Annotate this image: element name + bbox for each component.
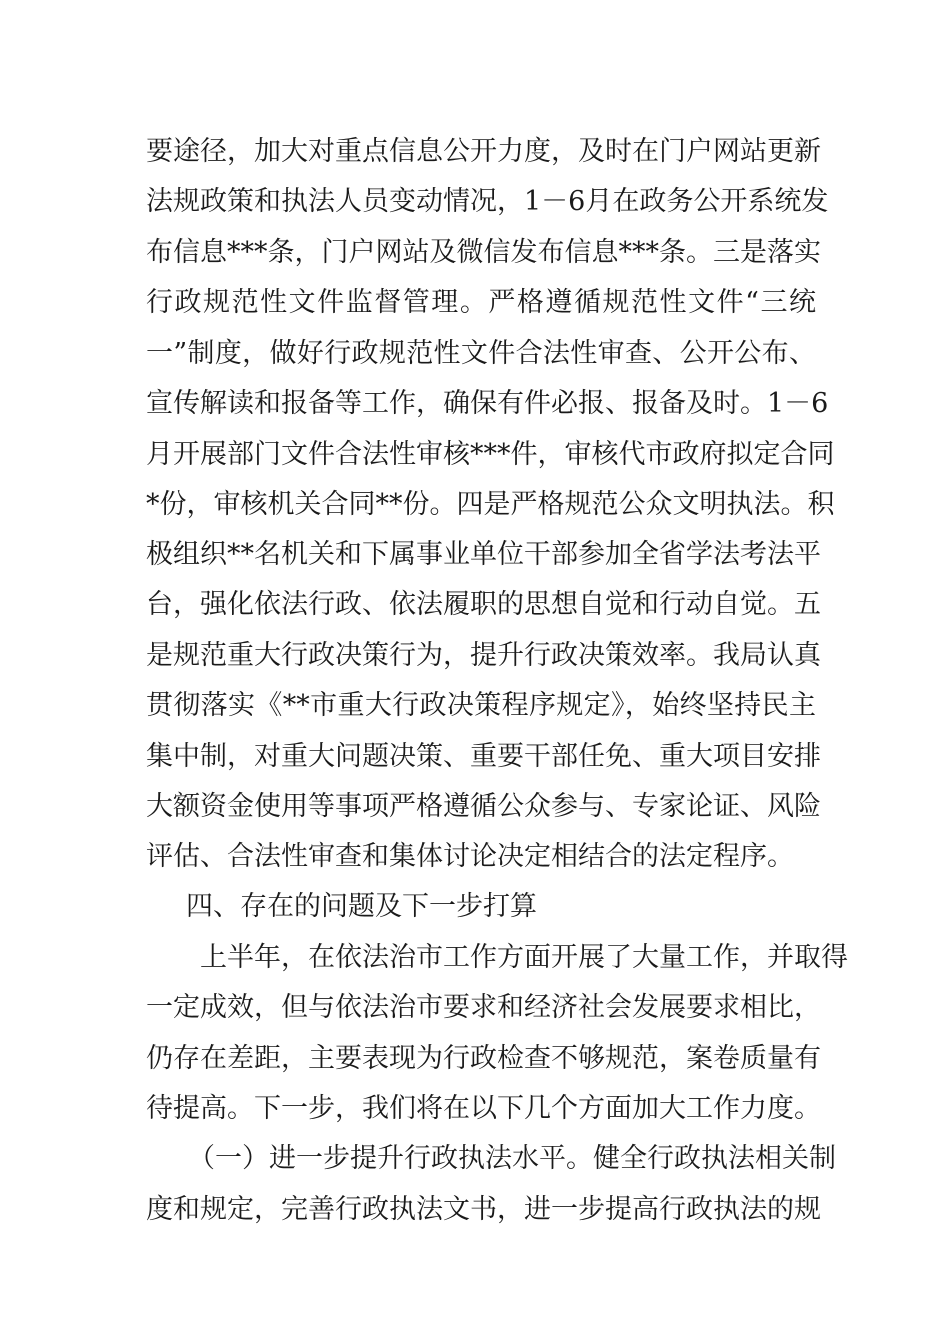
paragraph-line: 待提高。下一步，我们将在以下几个方面加大工作力度。	[146, 1093, 821, 1124]
paragraph-line: 宣传解读和报备等工作，确保有件必报、报备及时。1－6	[146, 388, 829, 419]
paragraph-line: 布信息***条，门户网站及微信发布信息***条。三是落实	[146, 237, 821, 268]
paragraph-line: 上半年，在依法治市工作方面开展了大量工作，并取得	[200, 942, 848, 973]
section-heading: 四、存在的问题及下一步打算	[186, 891, 537, 922]
paragraph-line: 集中制，对重大问题决策、重要干部任免、重大项目安排	[146, 741, 821, 772]
paragraph-line: *份，审核机关合同**份。四是严格规范公众文明执法。积	[146, 489, 835, 520]
paragraph-line: 度和规定，完善行政执法文书，进一步提高行政执法的规	[146, 1194, 821, 1225]
paragraph-line: 一”制度，做好行政规范性文件合法性审查、公开公布、	[146, 338, 816, 369]
paragraph-line: 大额资金使用等事项严格遵循公众参与、专家论证、风险	[146, 791, 821, 822]
paragraph-line: 是规范重大行政决策行为，提升行政决策效率。我局认真	[146, 640, 821, 671]
paragraph-line: 行政规范性文件监督管理。严格遵循规范性文件“三统	[146, 287, 816, 318]
paragraph-line: （一）进一步提升行政执法水平。健全行政执法相关制	[188, 1143, 836, 1174]
paragraph-line: 台，强化依法行政、依法履职的思想自觉和行动自觉。五	[146, 589, 821, 620]
paragraph-line: 法规政策和执法人员变动情况，1－6月在政务公开系统发	[146, 186, 829, 217]
paragraph-line: 一定成效，但与依法治市要求和经济社会发展要求相比，	[146, 992, 821, 1023]
paragraph-line: 评估、合法性审查和集体讨论决定相结合的法定程序。	[146, 841, 794, 872]
paragraph-line: 仍存在差距，主要表现为行政检查不够规范，案卷质量有	[146, 1043, 821, 1074]
paragraph-line: 月开展部门文件合法性审核***件，审核代市政府拟定合同	[146, 439, 835, 470]
paragraph-line: 要途径，加大对重点信息公开力度，及时在门户网站更新	[146, 136, 821, 167]
paragraph-line: 极组织**名机关和下属事业单位干部参加全省学法考法平	[146, 539, 821, 570]
paragraph-line: 贯彻落实《**市重大行政决策程序规定》，始终坚持民主	[146, 690, 816, 721]
